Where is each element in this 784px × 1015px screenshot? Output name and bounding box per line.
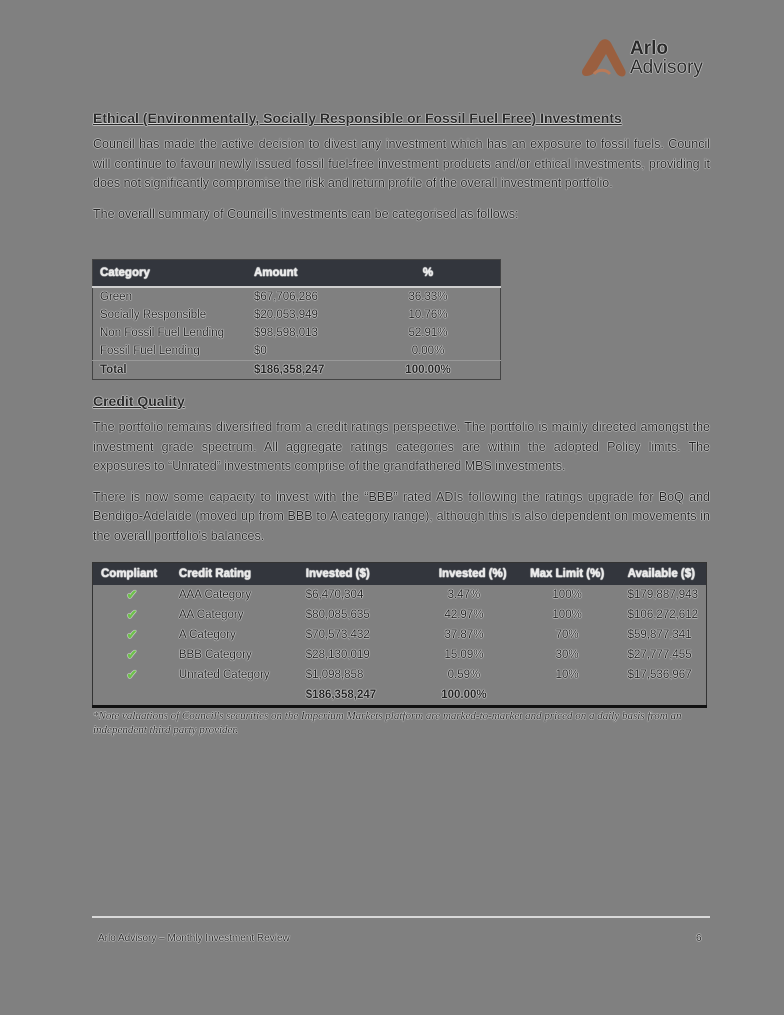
rating-cell: A Category bbox=[178, 629, 236, 641]
table-row bbox=[93, 585, 707, 605]
invested-cell: $1,098,858 bbox=[305, 669, 364, 681]
valuation-footnote: *Note valuations of Council's securities on the Imperium Markets platform are marked-to-market and priced on a daily basis from an independent third party provider. bbox=[93, 710, 682, 736]
footer-divider bbox=[92, 916, 710, 918]
max-limit-cell: 10% bbox=[555, 669, 579, 681]
total-percent: 100.00% bbox=[356, 361, 501, 380]
credit-paragraph-1: The portfolio remains diversified from a credit ratings perspective. The portfolio is mainly directed amongst the investment grade spectrum. All aggregate ratings categories are within the adopted Policy limits. The exposures to “Unrated” investments comprise of the grandfathered MBS investments. bbox=[93, 420, 710, 473]
credit-paragraph-2: There is now some capacity to invest with the “BBB” rated ADIs following the ratings upgrade for BoQ and Bendigo-Adelaide (moved up from BBB to A category range), although this is also dependent on movements in the overall portfolio's balances. bbox=[93, 489, 710, 543]
col-header-amount: Amount bbox=[247, 260, 356, 288]
rating-cell: AAA Category bbox=[178, 589, 252, 601]
category-cell: Green bbox=[100, 291, 132, 303]
invested-cell: $70,573,432 bbox=[305, 629, 370, 641]
total-invested: $186,358,247 bbox=[298, 685, 414, 707]
col-header-invested-percent: Invested (%) bbox=[413, 563, 514, 586]
credit-rating-table bbox=[92, 562, 707, 708]
company-logo bbox=[580, 36, 715, 80]
check-icon: ✔ bbox=[126, 667, 138, 682]
logo-line1: Arlo bbox=[630, 38, 668, 59]
available-cell: $179,887,943 bbox=[627, 589, 698, 601]
max-limit-cell: 100% bbox=[552, 589, 582, 601]
rating-cell: BBB Category bbox=[178, 649, 252, 661]
check-icon: ✔ bbox=[126, 587, 138, 602]
table-row bbox=[93, 665, 707, 685]
col-header-available: Available ($) bbox=[620, 563, 707, 586]
max-limit-cell: 30% bbox=[555, 649, 579, 661]
invested-cell: $80,085,635 bbox=[305, 609, 370, 621]
total-label: Total bbox=[93, 361, 248, 380]
table-row bbox=[93, 324, 501, 342]
total-row bbox=[93, 685, 707, 707]
table-header-row bbox=[93, 260, 501, 288]
total-invested-percent: 100.00% bbox=[413, 685, 514, 707]
invested-percent-cell: 15.09% bbox=[444, 649, 484, 661]
check-icon: ✔ bbox=[126, 627, 138, 642]
col-header-compliant: Compliant bbox=[93, 563, 171, 586]
invested-percent-cell: 3.47% bbox=[447, 589, 481, 601]
available-cell: $59,877,341 bbox=[627, 629, 692, 641]
percent-cell: 36.33% bbox=[408, 291, 448, 303]
invested-cell: $28,130,019 bbox=[305, 649, 370, 661]
logo-line2: Advisory bbox=[630, 57, 703, 78]
credit-quality-heading: Credit Quality bbox=[93, 393, 185, 409]
ethical-section bbox=[93, 110, 710, 224]
amount-cell: $20,053,949 bbox=[254, 309, 318, 321]
table-row bbox=[93, 287, 501, 306]
max-limit-cell: 100% bbox=[552, 609, 582, 621]
percent-cell: 52.91% bbox=[408, 327, 448, 339]
total-row bbox=[93, 361, 501, 380]
max-limit-cell: 70% bbox=[555, 629, 579, 641]
ethical-paragraph-2: The overall summary of Council's investments can be categorised as follows: bbox=[93, 206, 519, 221]
invested-percent-cell: 37.87% bbox=[444, 629, 484, 641]
invested-percent-cell: 42.97% bbox=[444, 609, 484, 621]
table-row bbox=[93, 645, 707, 665]
amount-cell: $98,598,013 bbox=[254, 327, 318, 339]
footer-title: Arlo Advisory – Monthly Investment Review bbox=[98, 933, 290, 944]
col-header-category: Category bbox=[93, 260, 248, 288]
rating-cell: Unrated Category bbox=[178, 669, 270, 681]
category-cell: Socially Responsible bbox=[100, 309, 207, 321]
available-cell: $106,272,612 bbox=[627, 609, 698, 621]
ethical-heading: Ethical (Environmentally, Socially Responsible or Fossil Fuel Free) Investments bbox=[93, 110, 622, 126]
credit-quality-section bbox=[93, 393, 710, 546]
amount-cell: $67,706,286 bbox=[254, 291, 318, 303]
col-header-invested-dollars: Invested ($) bbox=[298, 563, 414, 586]
page-number: 6 bbox=[696, 933, 702, 944]
col-header-credit-rating: Credit Rating bbox=[171, 563, 298, 586]
arlo-logo-icon bbox=[580, 36, 628, 80]
table-row bbox=[93, 306, 501, 324]
col-header-max-limit: Max Limit (%) bbox=[515, 563, 620, 586]
table-row bbox=[93, 605, 707, 625]
available-cell: $17,536,967 bbox=[627, 669, 692, 681]
rating-cell: AA Category bbox=[178, 609, 244, 621]
check-icon: ✔ bbox=[126, 647, 138, 662]
total-amount: $186,358,247 bbox=[247, 361, 356, 380]
check-icon: ✔ bbox=[126, 607, 138, 622]
ethical-paragraph-1: Council has made the active decision to divest any investment which has an exposure to fossil fuels. Council will continue to favour newly issued fossil fuel-free investment products and/or ethical investments, providing it does not significantly compromise the risk and return profile of the overall investment portfolio. bbox=[93, 137, 710, 190]
amount-cell: $0 bbox=[254, 345, 267, 357]
category-cell: Fossil Fuel Lending bbox=[100, 345, 200, 357]
percent-cell: 0.00% bbox=[411, 345, 445, 357]
available-cell: $27,777,455 bbox=[627, 649, 692, 661]
table-row bbox=[93, 625, 707, 645]
col-header-percent: % bbox=[356, 260, 501, 288]
percent-cell: 10.76% bbox=[408, 309, 448, 321]
category-cell: Non Fossil Fuel Lending bbox=[100, 327, 225, 339]
investment-summary-table bbox=[92, 259, 501, 380]
table-header-row bbox=[93, 563, 707, 586]
table-row bbox=[93, 342, 501, 361]
invested-cell: $6,470,304 bbox=[305, 589, 364, 601]
invested-percent-cell: 0.59% bbox=[447, 669, 481, 681]
